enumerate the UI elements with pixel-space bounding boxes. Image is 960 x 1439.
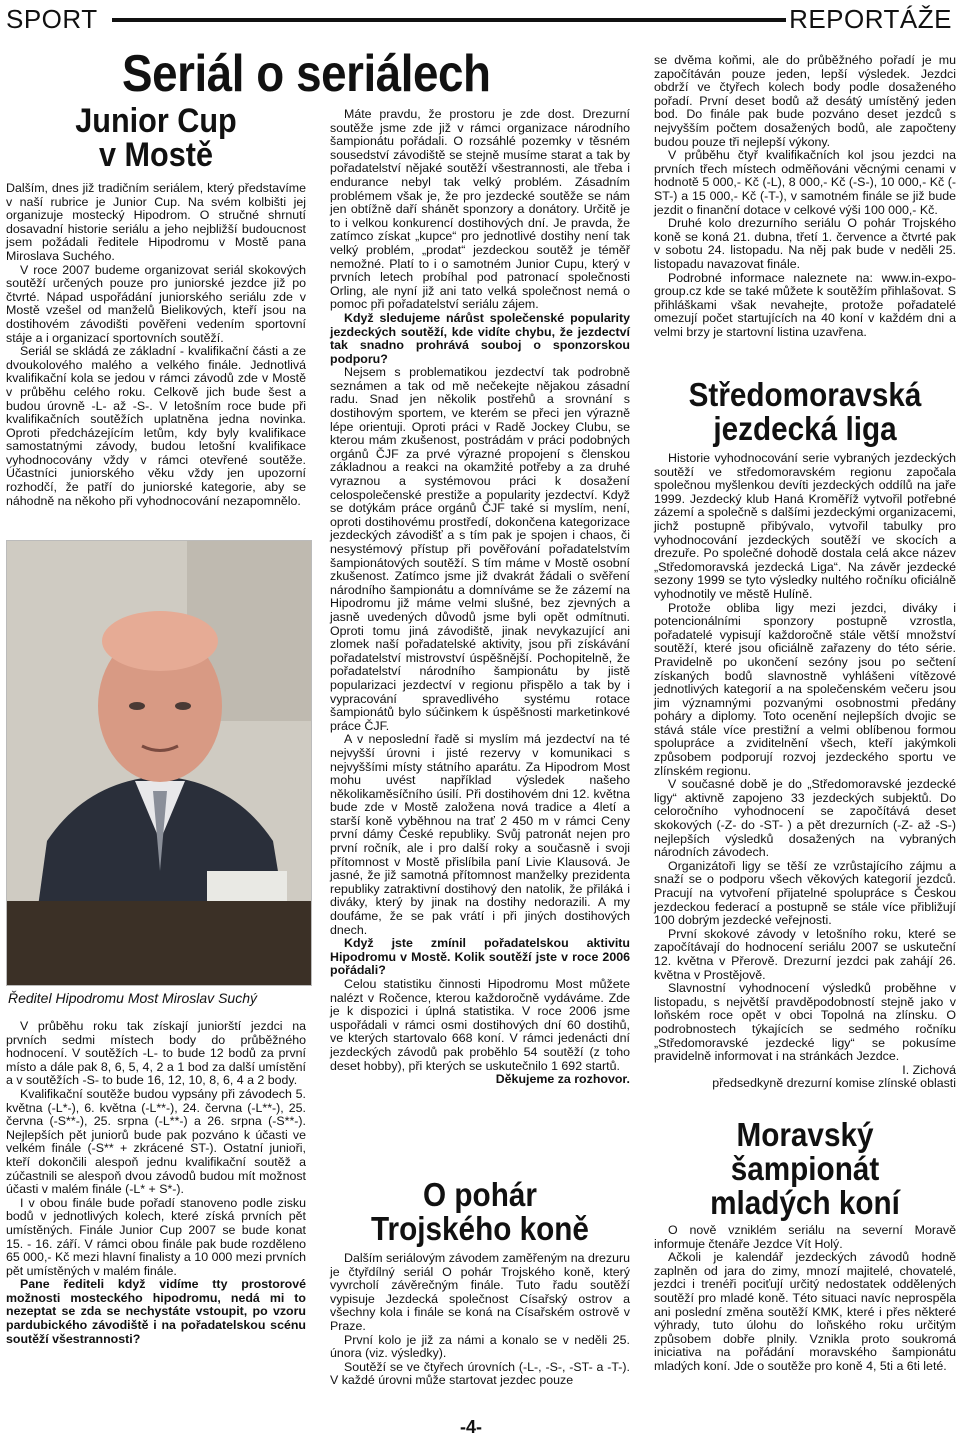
- photo-director: [6, 540, 312, 986]
- article-paragraph: Dalším, dnes již tradičním seriálem, který představíme v naší rubrice je Junior Cup. Na svém kolbišti jej organizuje mostecký Hipodrom. O stručné shrnutí dosavadní historie seriálu a jeho nejbližší budoucnost jsem požádali ředitele Hipodromu v Mostě pana Miroslava Suchého.: [6, 181, 306, 263]
- section-label-sport: SPORT: [6, 4, 98, 34]
- article-paragraph: První kolo je již za námi a konalo se v neděli 25. února (viz. výsledky).: [330, 1332, 630, 1361]
- moravsky-title-line2: šampionát: [730, 1150, 880, 1187]
- interview-question: Když sledujeme nárůst společenské popularity jezdeckých soutěží, kde vidíte chybu, že jezdectví tak snadno prohrává souboj o sponzorskou podporu?: [330, 310, 630, 366]
- interview-thanks: Děkujeme za rozhovor.: [495, 1072, 630, 1087]
- article-paragraph: Podrobné informace naleznete na: www.in-expo-group.cz kde se také můžete k soutěžím přihlašovat. S přihláškami však nevahejte, protože pořadatelé omezují počet startujících na 40 koní v každém dni a velmi brzy je startovní listina uzavřena.: [654, 270, 956, 339]
- header-rule: [112, 18, 786, 22]
- article-paragraph: A v neposlední řadě si myslím má jezdectví na té nejvyšší úrovni i jisté rezervy v komunikaci s nejvyššími místy státního aparátu. Za Hipodrom Most mohu uvést například výsledek našeho několikaměsíčního úsilí. Při dostihovém dni 12. května bude zde v Mostě založena nová tradice a 4letí a starší koně vyběhnou na trať 2 450 m v rámci Ceny první dámy České republiky. Svůj patronát nejen pro první ročník, ale i pro další roky a současně i svoji přítomnost v Mostě přislíbila paní Livie Klausová. Je jasné, že již samotná přítomnost manželky prezidenta republiky zatraktivní dostihový den natolik, že přiláká i diváky, který by jinak na dostihy nedorazili. A my doufáme, že se pak vrátí i při jiných dostihových dnech.: [330, 732, 630, 937]
- junior-cup-body: [6, 1020, 306, 1346]
- moravsky-title: [669, 1118, 941, 1220]
- moravsky-title-line1: Moravský: [736, 1116, 874, 1153]
- article-paragraph: Celou statistiku činnosti Hipodromu Most můžete nalézt v Ročence, kterou každoročně vydáváme. Zde je k dispozici i úplná statistika. V roce 2006 jsme uspořádali v rámci osmi dostihových dní 60 dostihů, ve kterých startovalo 668 koní. V rámci jedenácti dní jezdeckých závodů pak proběhlo 54 soutěží (z toho deset hobby), při kterých se uskutečnilo 1 692 startů.: [330, 977, 630, 1073]
- article-paragraph: O nově vzniklém seriálu na severní Moravě informuje čtenáře Jezdce Vít Holý.: [654, 1223, 956, 1251]
- article-paragraph: Druhé kolo drezurního seriálu O pohár Trojského koně se koná 21. dubna, třetí 1. července a čtvrté pak v sobotu 24. listopadu. Na něj pak bude v neděli 25. listopadu navazovat finále.: [654, 216, 956, 271]
- pohar-title: [345, 1178, 615, 1246]
- article-paragraph: Dalším seriálovým závodem zaměřeným na drezuru je čtyřdílný seriál O pohár Trojského koně, který vyvrcholí závěrečným finále. Tuto řadu soutěží vypisuje Jezdecká společnost Císařský ostrov a všechny kola i finále se koná na Císařském ostrově v Praze.: [330, 1251, 630, 1333]
- moravsky-body: [654, 1224, 956, 1374]
- moravsky-title-line3: mladých koní: [710, 1184, 900, 1221]
- junior-cup-title-line1: Junior Cup: [75, 102, 237, 140]
- main-title: Seriál o seriálech: [122, 45, 491, 103]
- article-paragraph: Protože obliba ligy mezi jezdci, diváky i potencionálními sponzory postupně vzrostla, pořadatelé vypisují každoročně stále větší množství soutěží, které jsou oficiálně zařazeny do této série. Pravidelně po ukončení sezóny jsou po sečtení získaných bodů slavnostně vyhlášeni vítězové jednotlivých kategorií a na společenském večeru jsou jim významnými pozvanými osobnostmi předány poháry a diplomy. Toto ocenění nejlepších dvojic se stává stále více prestižní a velmi oblíbenou formou spolupráce a zviditelnění všech, kteří jakýmkoli způsobem podporují rozvoj jezdeckého sportu ve zlínském regionu.: [654, 600, 956, 778]
- article-paragraph: První skokové závody v letošního roku, které se započítávají do hodnocení seriálu 2007 se uskuteční 12. května v Přerově. Drezurní jezdci pak zahájí 26. května v Prostějově.: [654, 926, 956, 982]
- interview-column: [330, 108, 630, 1087]
- junior-cup-title-line2: v Mostě: [99, 136, 213, 174]
- pohar-body: [330, 1252, 630, 1388]
- section-label-reportaze: REPORTÁŽE: [789, 4, 952, 34]
- article-paragraph: Nejsem s problematikou jezdectví tak podrobně seznámen a tak od mě nečekejte nějakou zásadní radu. Snad jen několik postřehů a srovnání s dostihovým sportem, ve kterém se přeci jen výrazně lépe orientuji. Oproti práci v Radě Jockey Clubu, se kterou mám zkušenost, postrádám v práci podobných orgánů ČJF za prvé výrazné propojení s členskou základnou a reakci na okamžité potřeby a za druhé vyraznou a systémovou práci k dosažení celospolečenské prestiže a popularity jezdectví. Když se dotýkám práce orgánů ČJF také si myslím, není, oproti dostihovému prostředí, dokončena kategorizace jezdeckých závodišť a s tím pak je spojen i chaos, či nesystémový přístup při pověřování pořadatelstvím šampionátových soutěží. S tím máme v Mostě osobní zkušenost. Zatímco jsme již dvakrát žádali o svěření národního šampionátu a domníváme se že zázemí na Hipodromu již máme velmi slušné, bez zjevných a jasně uvedených důvodů jsme byli opět odmítnuti. Oproti tomu jiná závodiště, jinak nevykazující ani zlomek naší pořadatelské aktivity, jsou při získávání pořadatelství mistrovství úspěšnější. Pochopitelně, že pořadatelství národního šampionátu by jistě popularizaci jezdectví v regionu přispělo a tak by i vypracování spravedlivého systému rotace šampionátů bylo súčinkem k úspěšnosti marketinkové práce ČJF.: [330, 365, 630, 733]
- article-paragraph: V průběhu čtyř kvalifikačních kol jsou jezdci na prvních třech místech odměňováni věcnými cenami v hodnotě 5 000,- Kč (-L), 8 000,- Kč (-S-), 10 000,- Kč (-ST-) a 15 000,- Kč (-T-), v samotném finále se již bude jezdit o finanční dotace v celkové výši 100 000,- Kč.: [654, 148, 956, 217]
- article-paragraph: Historie vyhodnocování serie vybraných jezdeckých soutěží ve středomoravském regionu započala společnou myšlenkou devíti jezdeckých oddílů na jaře 1999. Jezdecký klub Haná Kroměříž vytvořil potřebné zázemí a společně s dalšími jezdeckými organizacemi, jichž postupně přibývalo, vytvořil tabulky pro vyhodnocování jezdeckých soutěží ve skocích a drezuře. Po společné dohodě dostala celá akce název „Středomoravská jezdecká Liga“. Na závěr jezdecké sezony 1999 se tyto výsledky nultého ročníku oficiálně vyhodnotily ve městě Hulíně.: [654, 451, 956, 601]
- interview-question: Když jste zmínil pořadatelskou aktivitu Hipodromu v Mostě. Kolik soutěží jste v roce 2006 pořádali?: [330, 936, 630, 978]
- article-paragraph: I v obou finále bude pořadí stanoveno podle zisku bodů v jednotlivých kolech, které získá prvních pět umístěných. Finále Junior Cup 2007 se bude konat 15. - 16. září. V rámci obou finále pak bude rozděleno 65 000,- Kč mezi hlavní finalisty a 10 000 mezi prvních pět umístěných v malém finále.: [6, 1195, 306, 1278]
- article-paragraph: Kvalifikační soutěže budou vypsány při závodech 5. května (-L*-), 6. května (-L**-), 24. června (-L**-), 25. června (-S**-), 25. srpna (-L**-) a 26. srpna (-S**-). Nejlepších pět juniorů bude pak pozváno k účasti ve velkém finále (-S** + zkrácené ST-). Ostatní junioři, kteří dokončili alespoň jednu kvalifikační soutěž a zúčastnili se alespoň dvou závodů budou mít možnost účasti v malém finále (-L* + S*-).: [6, 1086, 306, 1197]
- portrait-illustration: [7, 541, 312, 986]
- liga-title-line1: Středomoravská: [688, 376, 922, 413]
- article-paragraph: Soutěží se ve čtyřech úrovních (-L-, -S-, -ST- a -T-). V každé úrovni může startovat jezdec pouze: [330, 1359, 630, 1388]
- article-paragraph: Ačkoli je kalendář jezdeckých závodů hodně zaplněn od jara do zimy, mnozí majitelé, chovatelé, jezdci i trenéři pociťují určitý nedostatek oddělených soutěží pro mladé koně. Této situaci navíc neprospěla ani poslední změna soutěží KMK, které i přes některé výhrady, tuto úlohu do loňského roku určitým způsobem dobře plnily. Vznikla proto soukromá iniciativa na pořádání moravského šampionátu mladých koní. Jde o soutěže pro koně 4, 5ti a 6ti leté.: [654, 1250, 956, 1373]
- liga-title-line2: jezdecká liga: [713, 410, 897, 447]
- pohar-continued: [654, 54, 956, 339]
- liga-signature: I. Zichová: [902, 1062, 956, 1077]
- interview-question: Pane řediteli když vidíme tty prostorové možnosti mosteckého hipodromu, nedá mi to nezeptat se zda se nechystáte vstoupit, po vzoru pardubického závodiště i na pořadatelskou scénu soutěží všestrannosti?: [6, 1277, 306, 1346]
- pohar-title-line2: Trojského koně: [371, 1210, 589, 1247]
- article-paragraph: se dvěma koňmi, ale do průběžného pořadí je mu započítáván pouze jeden, lepší výsledek. Jezdci obdrží ve čtyřech kolech body podle dosaženého pořadí. První deset bodů až desátý umístěný jeden bod. Do finále pak bude pozváno deset jezdců s nejvyšším počtem dosažených bodů, ale započteny budou pouze tři nejlepší výkony.: [654, 53, 956, 149]
- photo-caption: Ředitel Hipodromu Most Miroslav Suchý: [8, 990, 257, 1006]
- junior-cup-intro: [6, 182, 306, 508]
- page-number: -4-: [460, 1417, 482, 1437]
- liga-title: [669, 378, 941, 446]
- article-paragraph: Organizátoři ligy se těší ze vzrůstajícího zájmu a snaží se o podporu všech věkových kategorií jezdců. Pracují na vytvoření přijatelné spolupráce s Českou jezdeckou federací a postupně se stále více přibližují 100 dobrým jezdecké veřejnosti.: [654, 858, 956, 928]
- article-paragraph: V roce 2007 budeme organizovat seriál skokových soutěží určených pouze pro juniorské jezdce již po čtvrté. Nápad uspořádání juniorského seriálu zde v Mostě vzešel od manželů Bielikových, kteří jsou na dostihovém závodišti pověřeni vedením sportovní stáje a i organizací sportovních soutěží.: [6, 262, 306, 345]
- liga-signature-role: předsedkyně drezurní komise zlínské oblasti: [712, 1076, 956, 1091]
- article-paragraph: Máte pravdu, že prostoru je zde dost. Drezurní soutěže jsme zde již v rámci organizace národního šampionátu pořádali. O rozsáhlé pozemky v těsném sousedství závodiště se stejně musíme starat a tak by pořadatelství nějaké soutěží všestrannosti, ale třeba i endurance nebyl tak velký problém. Zásadním problémem však je, že pro jezdecké soutěže se nám jen obtížně daří shánět sponzory a donátory. Určitě je to i velkou konkurencí dostihových dní. Je pravda, že zatímco získat „kupce“ pro jednotlivé dostihy není tak velký problém, „prodat“ jezdeckou soutěž je téměř nemožné. Platí to i o samotném Junior Cupu, který v prvních letech probíhal pod patronací společnosti Orling, ale nyní již ani tato velká společnost nemá o pomoc při pořadatelství seriálu zájem.: [330, 107, 630, 312]
- article-paragraph: Slavnostní vyhodnocení výsledků proběhne v listopadu, s největší pravděpodobností stejně jako v loňském roce opět v obci Topolná na zlínsku. O podrobnostech týkajících se sedmého ročníku „Středomoravské jezdecké ligy“ se pokusíme pravidelně informovat i na stránkách Jezdce.: [654, 981, 956, 1064]
- liga-body: [654, 452, 956, 1091]
- article-paragraph: V současné době je do „Středomoravské jezdecké ligy“ aktivně zapojeno 33 jezdeckých subjektů. Do celoročního vyhodnocení se započítává deset skokových (-Z- do -ST- ) a pět drezurních (-Z- až -S-) nejlepších výsledků dosažených na vybraných národních závodech.: [654, 777, 956, 860]
- article-paragraph: Seriál se skládá ze základní - kvalifikační části a ze dvoukolového malého a velkého finále. Jednotlivá kvalifikační kola se jedou v rámci závodů zde v Mostě v průběhu celého roku. Celkově jich bude šest a budou úrovně -L- až -S-. V letošním roce bude při kvalifikačních soutěžích uplatněna jedna novinka. Oproti předcházejícím letům, kdy byly kvalifikace samostatnými závody, budou letošní kvalifikace vyhodnocovány vždy v rámci otevřené soutěže. Účastníci juniorského věku vždy jen upozorní rozhodčí, že patří do juniorské kategorie, aby se náhodně na někoho při vyhodnocování nezapomnělo.: [6, 344, 306, 508]
- pohar-title-line1: O pohár: [423, 1176, 537, 1213]
- junior-cup-title: [21, 104, 291, 172]
- article-paragraph: V průběhu roku tak získají juniorští jezdci na prvních sedmi místech body do průběžného hodnocení. V soutěžích -L- to bude 12 bodů za první místo a dále pak 8, 6, 5, 4, 2 a 1 bod za další umístění a v soutěžích -S- to bude 16, 12, 10, 8, 6, 4 a 2 body.: [6, 1019, 306, 1088]
